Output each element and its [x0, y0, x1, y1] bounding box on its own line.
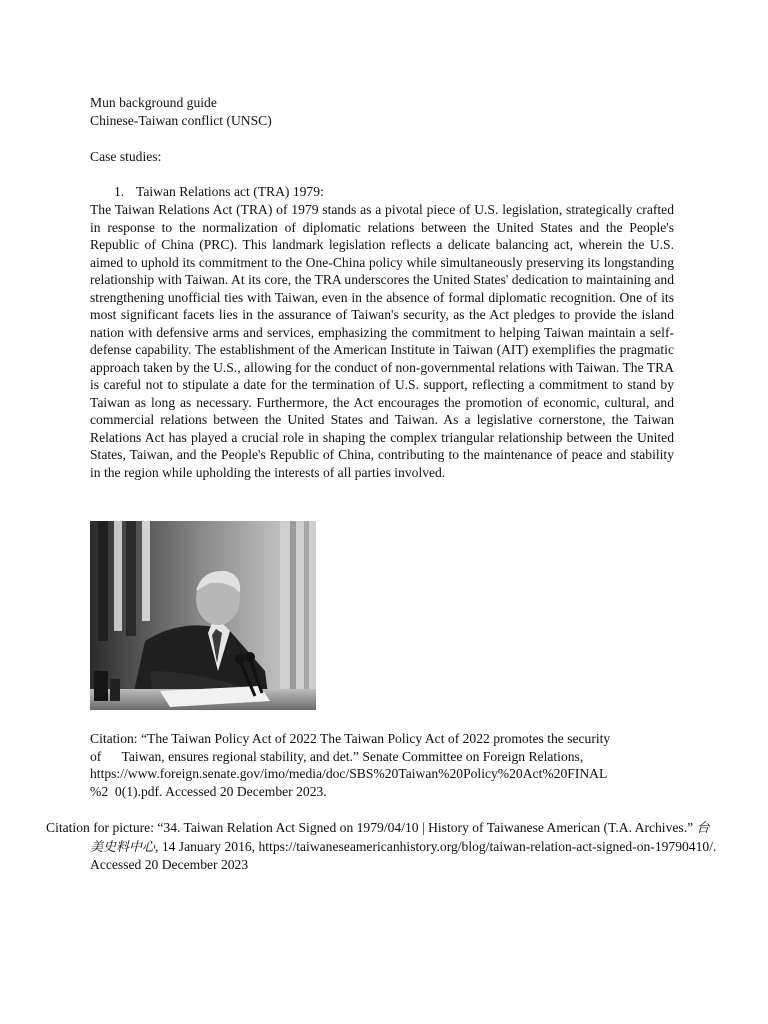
signing-photo-illustration — [90, 521, 316, 710]
citation-article — [90, 730, 674, 800]
signing-photo — [90, 521, 316, 710]
list-number: 1. — [114, 184, 125, 199]
section-label: Case studies: — [90, 149, 162, 164]
citation-picture — [46, 819, 720, 874]
citation-picture-publisher: 台美史料中心 — [90, 821, 710, 855]
citation-article-line-4: %2 0(1).pdf. Accessed 20 December 2023. — [90, 783, 327, 799]
citation-article-line-3: https://www.foreign.senate.gov/imo/media/doc/SBS%20Taiwan%20Policy%20Act%20FINAL — [90, 766, 608, 781]
body-paragraph: The Taiwan Relations Act (TRA) of 1979 stands as a pivotal piece of U.S. legislation, strategically crafted in response to the normalization of diplomatic relations between the United States and the People's Republic of China (PRC). This landmark legislation reflects a delicate balancing act, wherein the U.S. aimed to uphold its commitment to the One-China policy while simultaneously preserving its longstanding relationship with Taiwan. At its core, the TRA underscores the United States' dedication to maintaining and strengthening unofficial ties with Taiwan, even in the absence of formal diplomatic recognition. One of its most significant facets lies in the assurance of Taiwan's security, as the Act pledges to provide the island nation with defensive arms and services, emphasizing the commitment to helping Taiwan maintain a self-defense capability. The establishment of the American Institute in Taiwan (AIT) exemplifies the pragmatic approach taken by the U.S., allowing for the conduct of non-governmental relations with Taiwan. The TRA is careful not to stipulate a date for the termination of U.S. support, reflecting a commitment to stand by Taiwan as long as necessary. Furthermore, the Act encourages the promotion of economic, cultural, and commercial relations between the United States and Taiwan. As a legislative cornerstone, the Taiwan Relations Act has played a crucial role in shaping the complex triangular relationship between the United States, Taiwan, and the People's Republic of China, contributing to the maintenance of peace and stability in the region while upholding the interests of all parties involved. — [90, 202, 674, 480]
list-item-title: Taiwan Relations act (TRA) 1979: — [136, 184, 324, 199]
citation-article-line-1: Citation: “The Taiwan Policy Act of 2022 The Taiwan Policy Act of 2022 promotes the security — [90, 731, 611, 746]
header-subtitle: Chinese-Taiwan conflict (UNSC) — [90, 113, 272, 128]
citation-picture-text-end: , 14 January 2016, https://taiwaneseamericanhistory.org/blog/taiwan-relation-act-signed-on-19790410/. Accessed 20 December 2023 — [90, 838, 717, 872]
list-item — [114, 183, 324, 201]
citation-picture-text: Citation for picture: “34. Taiwan Relation Act Signed on 1979/04/10 | History of Taiwanese American (T.A. Archives.” — [46, 820, 697, 835]
header-title: Mun background guide — [90, 95, 217, 110]
citation-article-line-2: of Taiwan, ensures regional stability, and det.” Senate Committee on Foreign Relations, — [90, 748, 584, 764]
